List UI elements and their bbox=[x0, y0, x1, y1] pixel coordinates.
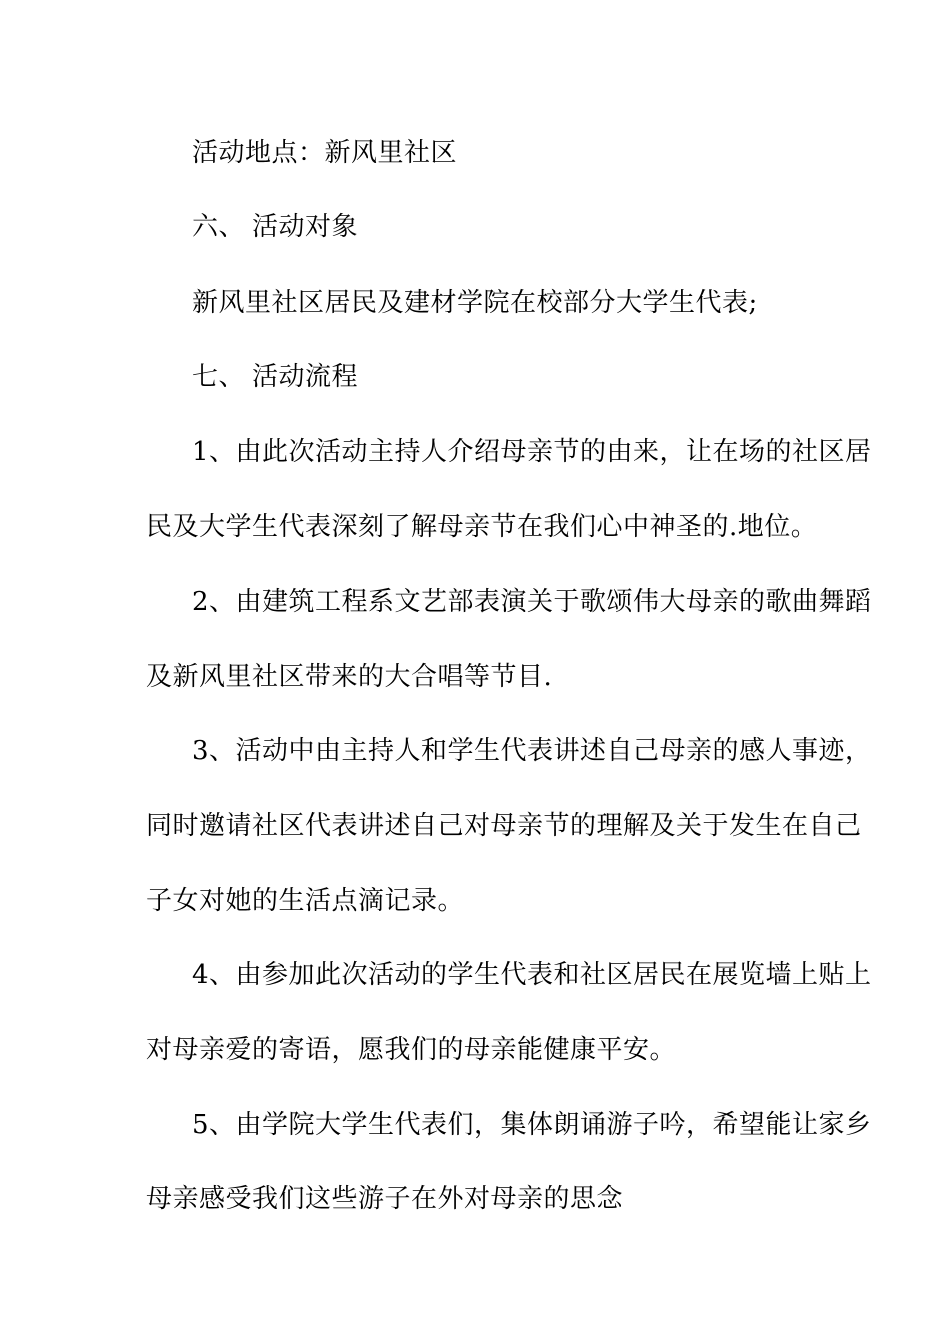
section-heading-process bbox=[192, 360, 358, 394]
activity-location: 活动地点：新风里社区 bbox=[192, 138, 458, 168]
section-title: 活动对象 bbox=[252, 212, 359, 242]
process-item-line: 民及大学生代表深刻了解母亲节在我们心中神圣的.地位。 bbox=[146, 512, 818, 542]
process-item-line: 3、活动中由主持人和学生代表讲述自己母亲的感人事迹， bbox=[192, 736, 872, 766]
process-item-line: 2、由建筑工程系文艺部表演关于歌颂伟大母亲的歌曲舞蹈 bbox=[192, 587, 872, 617]
section-number: 六、 bbox=[192, 212, 246, 242]
process-item-line: 及新风里社区带来的大合唱等节目. bbox=[146, 662, 553, 692]
section-heading-audience bbox=[192, 210, 358, 244]
process-item-line: 对母亲爱的寄语，愿我们的母亲能健康平安。 bbox=[146, 1035, 677, 1065]
process-item-line: 4、由参加此次活动的学生代表和社区居民在展览墙上贴上 bbox=[192, 960, 872, 990]
process-item-line: 5、由学院大学生代表们，集体朗诵游子吟，希望能让家乡 bbox=[192, 1110, 872, 1140]
process-item-line: 1、由此次活动主持人介绍母亲节的由来，让在场的社区居 bbox=[192, 437, 872, 467]
audience-text: 新风里社区居民及建材学院在校部分大学生代表; bbox=[192, 288, 758, 318]
process-item-line: 母亲感受我们这些游子在外对母亲的思念 bbox=[146, 1184, 624, 1214]
section-title: 活动流程 bbox=[252, 362, 359, 392]
section-number: 七、 bbox=[192, 362, 246, 392]
process-item-line: 同时邀请社区代表讲述自己对母亲节的理解及关于发生在自己 bbox=[146, 811, 862, 841]
process-item-line: 子女对她的生活点滴记录。 bbox=[146, 886, 465, 916]
